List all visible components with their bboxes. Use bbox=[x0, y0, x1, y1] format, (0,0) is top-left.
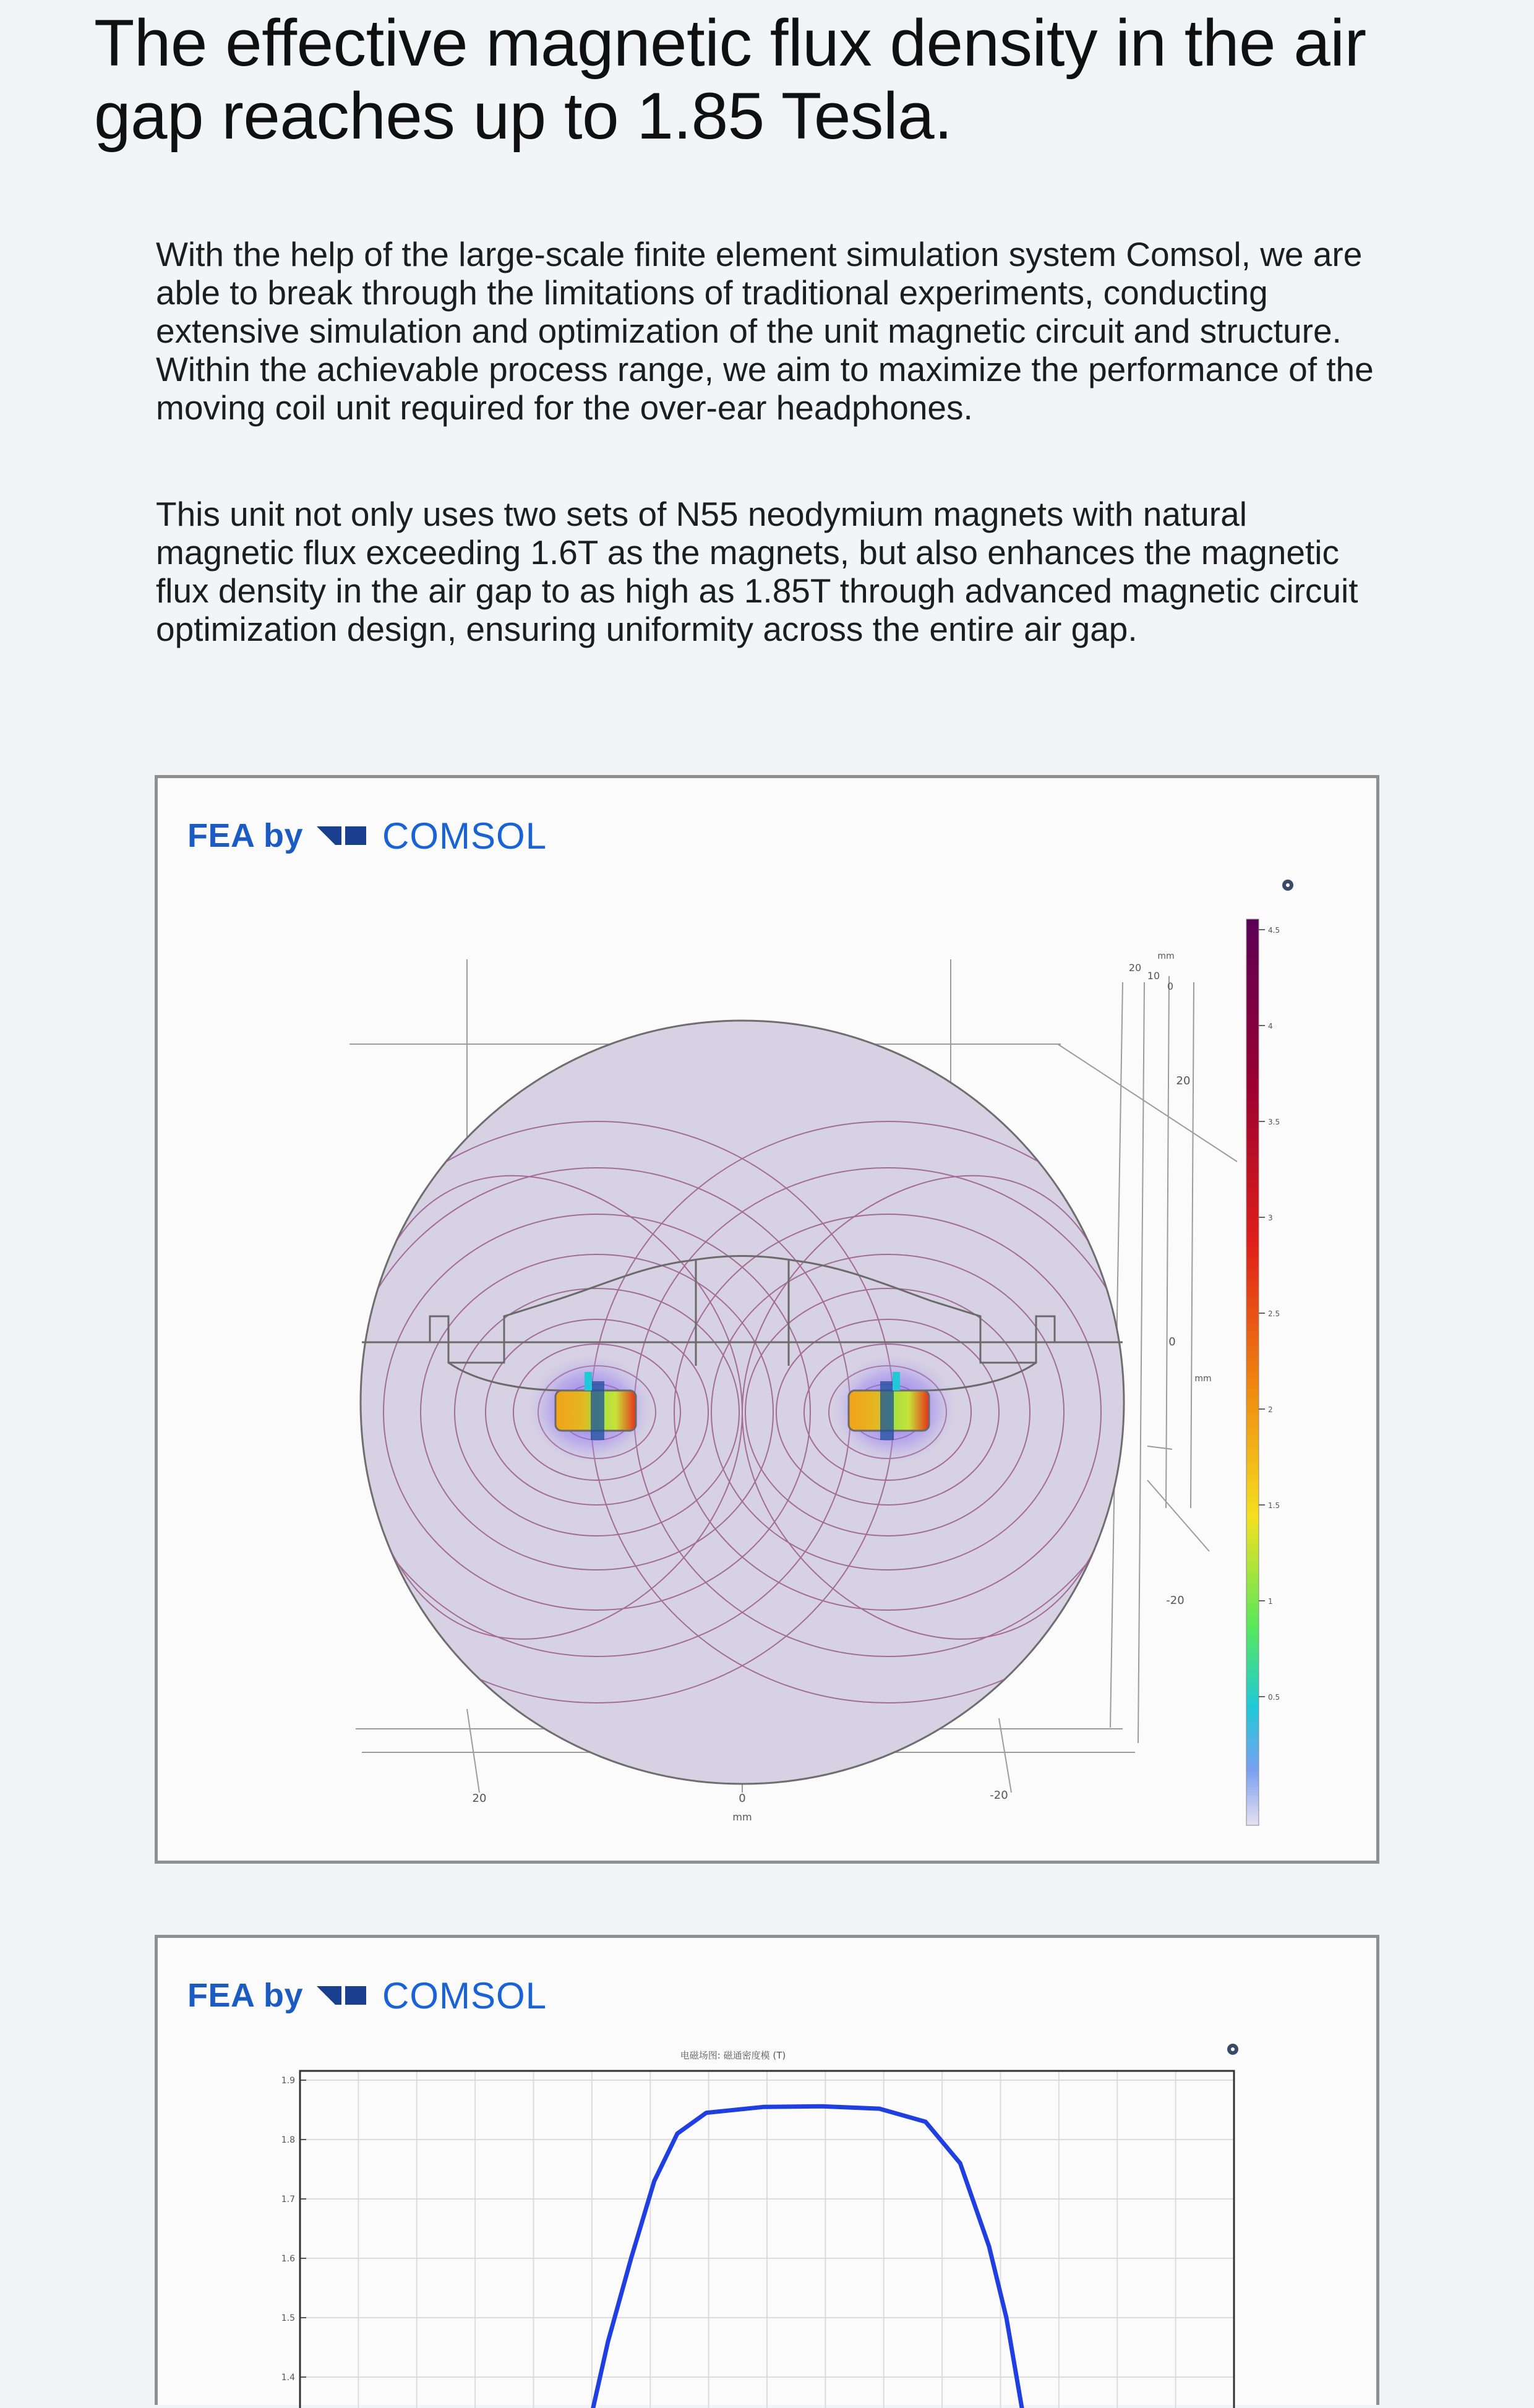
triad-unit-side: mm bbox=[1194, 1374, 1212, 1384]
colorbar-tick-label: 1.5 bbox=[1268, 1501, 1280, 1510]
chart-grid bbox=[300, 2071, 1234, 2408]
triad-side-neg20: -20 bbox=[1166, 1594, 1185, 1607]
colorbar-tick-label: 2 bbox=[1268, 1405, 1273, 1414]
brand-prefix-2: FEA by bbox=[187, 1977, 304, 2014]
y-tick-label: 1.4 bbox=[281, 2373, 295, 2383]
brand-name-2: COMSOL bbox=[382, 1974, 547, 2016]
flux-density-line bbox=[591, 2106, 1024, 2408]
triad-side-0: 0 bbox=[1168, 1335, 1176, 1348]
x-unit: mm bbox=[732, 1811, 752, 1823]
colorbar-tick-label: 3.5 bbox=[1268, 1118, 1280, 1126]
y-axis-ticks bbox=[281, 2076, 306, 2383]
flux-density-chart bbox=[158, 1938, 1376, 2408]
y-tick-label: 1.6 bbox=[281, 2254, 295, 2264]
triad-top-0: 0 bbox=[1167, 980, 1174, 992]
triad-top-10: 10 bbox=[1147, 970, 1160, 982]
brand-prefix: FEA by bbox=[187, 817, 304, 854]
brand-name: COMSOL bbox=[382, 815, 547, 857]
colorbar-tick-label: 4.5 bbox=[1268, 926, 1280, 935]
flux-simulation-plot bbox=[158, 778, 1376, 1861]
colorbar-tick-label: 0.5 bbox=[1268, 1693, 1280, 1702]
colorbar-ticks bbox=[1259, 926, 1280, 1702]
triad-unit-top: mm bbox=[1157, 951, 1175, 961]
x-tick-neg20: -20 bbox=[990, 1789, 1008, 1802]
triad-side-20: 20 bbox=[1176, 1074, 1191, 1087]
flux-curve-card bbox=[155, 1935, 1379, 2405]
colorbar bbox=[1246, 919, 1259, 1825]
colorbar-tick-label: 1 bbox=[1268, 1597, 1273, 1606]
intro-paragraph: With the help of the large-scale finite element simulation system Comsol, we are able to break through the limitations of traditional experiments, conducting extensive simulation and optimization of the unit magnetic circuit and structure. Within the achievable process range, we aim to maximize the performance of the moving coil unit required for the over-ear headphones. bbox=[156, 235, 1374, 427]
y-tick-label: 1.7 bbox=[281, 2195, 295, 2204]
x-tick-20: 20 bbox=[472, 1792, 487, 1805]
colorbar-tick-label: 4 bbox=[1268, 1022, 1273, 1030]
x-tick-0: 0 bbox=[739, 1792, 746, 1805]
chart-title: 电磁场图: 磁通密度模 (T) bbox=[680, 2050, 786, 2061]
fea-simulation-card bbox=[155, 775, 1379, 1864]
magnet-paragraph: This unit not only uses two sets of N55 neodymium magnets with natural magnetic flux exceeding 1.6T as the magnets, but also enhances the magnetic flux density in the air gap to as high as 1.85T through advanced magnetic circuit optimization design, ensuring uniformity across the entire air gap. bbox=[156, 495, 1358, 648]
page-headline: The effective magnetic flux density in the air gap reaches up to 1.85 Tesla. bbox=[94, 6, 1366, 153]
colorbar-tick-label: 2.5 bbox=[1268, 1309, 1280, 1318]
y-tick-label: 1.8 bbox=[281, 2135, 295, 2145]
y-tick-label: 1.5 bbox=[281, 2313, 295, 2323]
y-tick-label: 1.9 bbox=[281, 2076, 295, 2086]
triad-top-20: 20 bbox=[1128, 962, 1142, 974]
colorbar-tick-label: 3 bbox=[1268, 1214, 1273, 1222]
